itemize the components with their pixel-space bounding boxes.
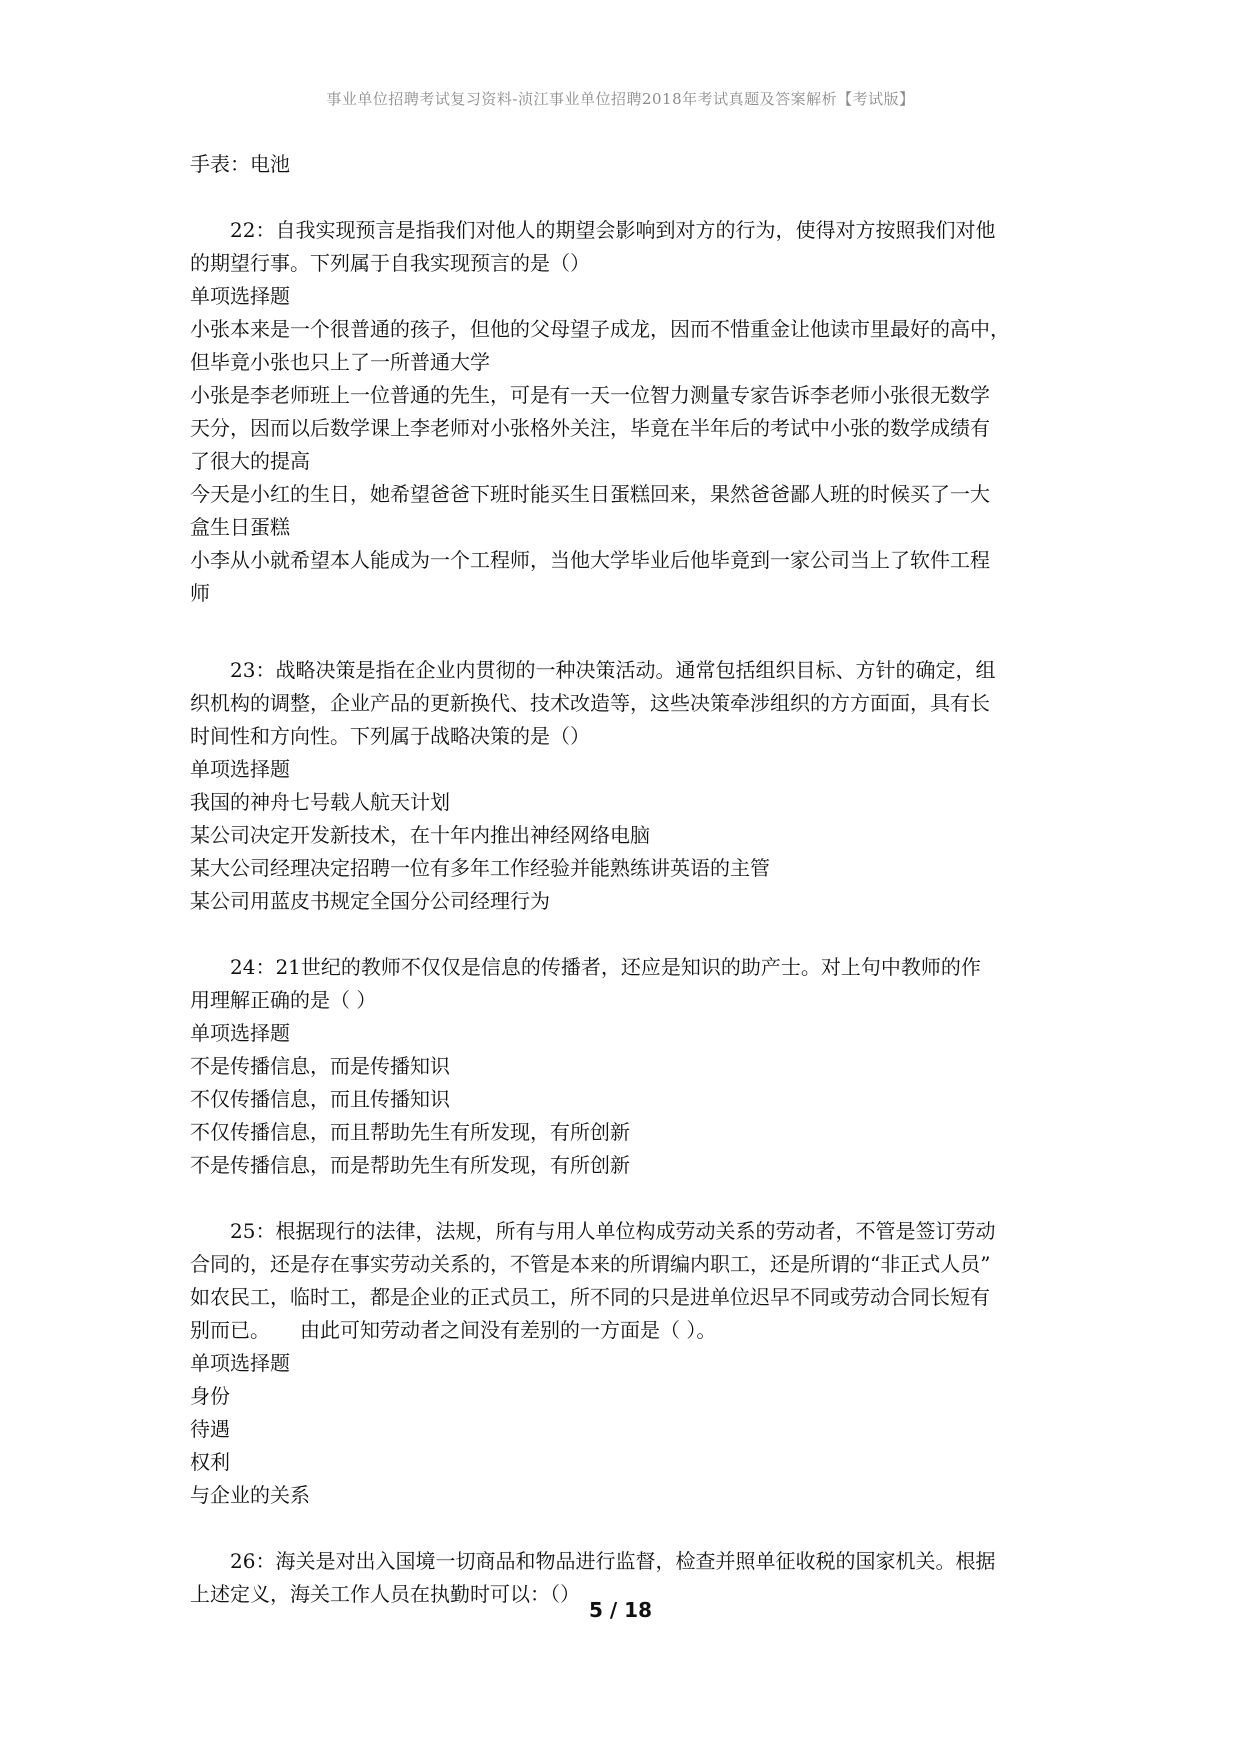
page-header: 事业单位招聘考试复习资料-浈江事业单位招聘2018年考试真题及答案解析【考试版】 — [326, 90, 915, 108]
option-line: 小张是李老师班上一位普通的先生，可是有一天一位智力测量专家告诉李老师小张很无数学 — [190, 383, 990, 407]
question-type: 单项选择题 — [190, 757, 290, 781]
option-line: 今天是小红的生日，她希望爸爸下班时能买生日蛋糕回来，果然爸爸鄙人班的时候买了一大 — [190, 482, 990, 506]
option-line: 了很大的提高 — [190, 449, 310, 473]
question-stem-line: 26：海关是对出入国境一切商品和物品进行监督，检查并照单征收税的国家机关。根据 — [230, 1549, 996, 1573]
option-line: 权利 — [190, 1450, 230, 1474]
option-line: 身份 — [190, 1384, 230, 1408]
question-type: 单项选择题 — [190, 1021, 290, 1045]
option-line: 盒生日蛋糕 — [190, 515, 290, 539]
question-stem-line: 别而已。 由此可知劳动者之间没有差别的一方面是（ ）。 — [190, 1318, 717, 1342]
question-stem-line: 如农民工，临时工，都是企业的正式员工，所不同的只是进单位迟早不同或劳动合同长短有 — [190, 1285, 990, 1309]
question-stem-line: 22：自我实现预言是指我们对他人的期望会影响到对方的行为，使得对方按照我们对他 — [230, 218, 996, 242]
question-stem-line: 上述定义，海关工作人员在执勤时可以：（） — [190, 1582, 580, 1606]
question-type: 单项选择题 — [190, 284, 290, 308]
previous-answer-tail: 手表：电池 — [190, 152, 290, 176]
question-stem-line: 25：根据现行的法律，法规，所有与用人单位构成劳动关系的劳动者，不管是签订劳动 — [230, 1219, 996, 1243]
option-line: 某公司决定开发新技术，在十年内推出神经网络电脑 — [190, 823, 650, 847]
question-25 — [190, 1215, 1060, 1512]
question-24 — [190, 951, 1060, 1182]
question-stem-line: 23：战略决策是指在企业内贯彻的一种决策活动。通常包括组织目标、方针的确定，组 — [230, 658, 996, 682]
option-line: 但毕竟小张也只上了一所普通大学 — [190, 350, 490, 374]
question-23 — [190, 654, 1060, 918]
option-line: 小李从小就希望本人能成为一个工程师，当他大学毕业后他毕竟到一家公司当上了软件工程 — [190, 548, 990, 572]
option-line: 天分，因而以后数学课上李老师对小张格外关注，毕竟在半年后的考试中小张的数学成绩有 — [190, 416, 990, 440]
question-stem-line: 织机构的调整，企业产品的更新换代、技术改造等，这些决策牵涉组织的方方面面，具有长 — [190, 691, 990, 715]
option-line: 不仅传播信息，而且帮助先生有所发现，有所创新 — [190, 1120, 630, 1144]
option-line: 小张本来是一个很普通的孩子，但他的父母望子成龙，因而不惜重金让他读市里最好的高中， — [190, 317, 1010, 341]
option-line: 不仅传播信息，而且传播知识 — [190, 1087, 450, 1111]
option-line: 不是传播信息，而是帮助先生有所发现，有所创新 — [190, 1153, 630, 1177]
option-line: 我国的神舟七号载人航天计划 — [190, 790, 450, 814]
option-line: 待遇 — [190, 1417, 230, 1441]
question-stem-line: 用理解正确的是（ ） — [190, 988, 377, 1012]
question-stem-line: 合同的，还是存在事实劳动关系的，不管是本来的所谓编内职工，还是所谓的“非正式人员” — [190, 1252, 991, 1276]
question-type: 单项选择题 — [190, 1351, 290, 1375]
option-line: 不是传播信息，而是传播知识 — [190, 1054, 450, 1078]
option-line: 某公司用蓝皮书规定全国分公司经理行为 — [190, 889, 550, 913]
document-body — [190, 148, 1060, 1611]
question-22 — [190, 214, 1060, 610]
option-line: 与企业的关系 — [190, 1483, 310, 1507]
question-stem-line: 24：21世纪的教师不仅仅是信息的传播者，还应是知识的助产士。对上句中教师的作 — [230, 955, 981, 979]
question-stem-line: 时间性和方向性。下列属于战略决策的是（） — [190, 724, 590, 748]
option-line: 师 — [190, 581, 210, 605]
question-stem-line: 的期望行事。下列属于自我实现预言的是（） — [190, 251, 590, 275]
option-line: 某大公司经理决定招聘一位有多年工作经验并能熟练讲英语的主管 — [190, 856, 770, 880]
page-number: 5 / 18 — [589, 1598, 652, 1622]
